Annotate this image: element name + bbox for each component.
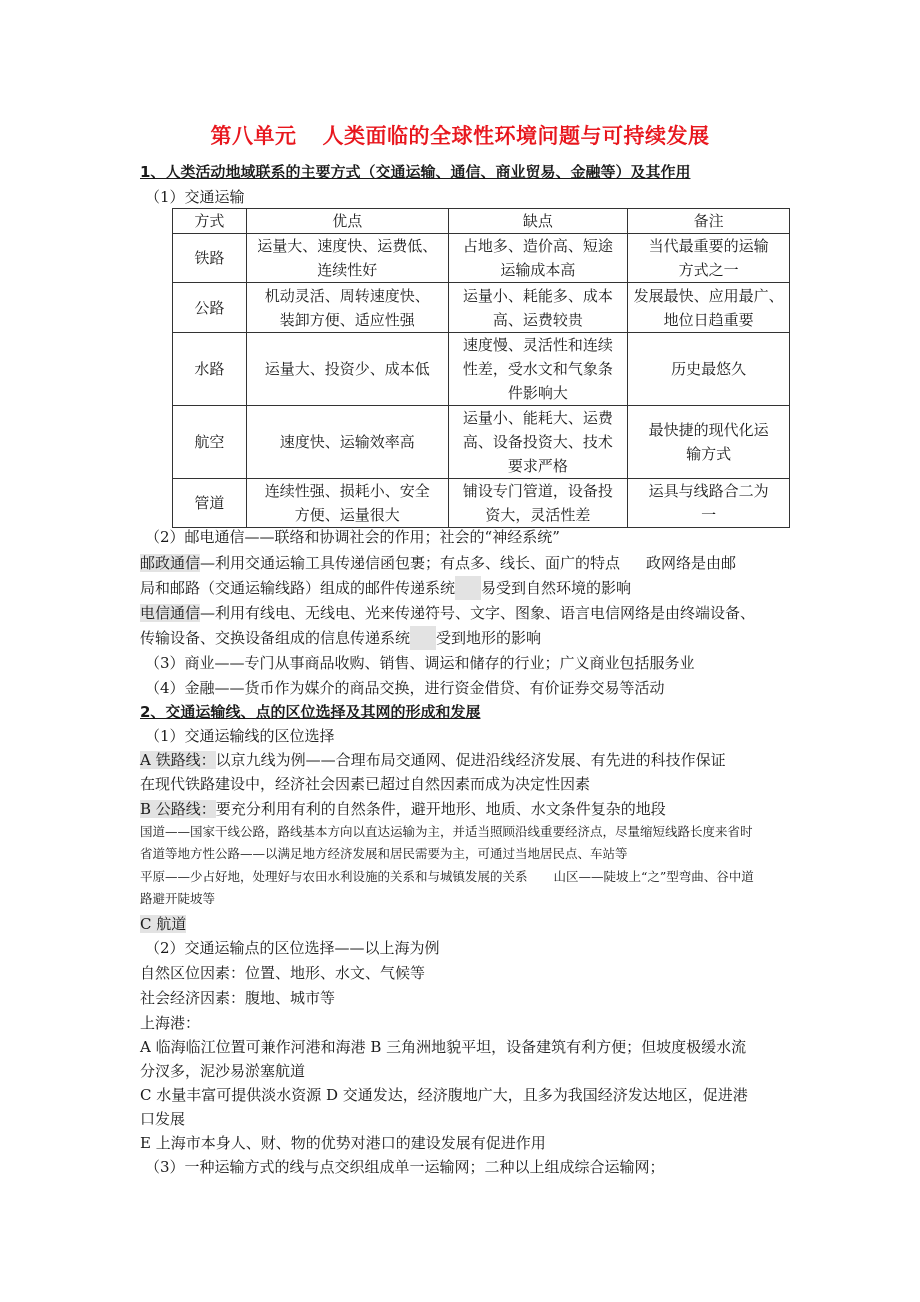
section-1-heading: 1、人类活动地域联系的主要方式（交通运输、通信、商业贸易、金融等）及其作用 bbox=[140, 163, 691, 181]
transport-subheading: （1）交通运输 bbox=[145, 188, 245, 206]
highway-label: B 公路线： bbox=[140, 800, 216, 818]
highway-line: B 公路线：要充分利用有利的自然条件，避开地形、地质、水文条件复杂的地段 bbox=[140, 800, 666, 818]
postal-telecom-subheading: （2）邮电通信——联络和协调社会的作用；社会的“神经系统” bbox=[145, 528, 560, 546]
table-row bbox=[173, 406, 790, 479]
plain-mountain-line: 平原——少占好地，处理好与农田水利设施的关系和与城镇发展的关系 山区——陡坡上“之”型弯曲、谷中道 bbox=[140, 869, 754, 884]
point-a-line-2: 分汊多，泥沙易淤塞航道 bbox=[140, 1062, 306, 1080]
header-cons: 缺点 bbox=[448, 209, 628, 234]
port-location-subheading: （2）交通运输点的区位选择——以上海为例 bbox=[145, 939, 440, 957]
route-location-subheading: （1）交通运输线的区位选择 bbox=[145, 727, 335, 745]
telecom-label: 电信通信 bbox=[140, 604, 201, 622]
waterway-label: C 航道 bbox=[140, 915, 187, 933]
cons-cell: 速度慢、灵活性和连续 性差，受水文和气象条 件影响大 bbox=[448, 333, 628, 406]
mode-cell: 航空 bbox=[173, 406, 247, 479]
table-row bbox=[173, 333, 790, 406]
network-subheading: （3）一种运输方式的线与点交织组成单一运输网；二种以上组成综合运输网； bbox=[145, 1158, 665, 1176]
point-c-line-2: 口发展 bbox=[140, 1110, 186, 1128]
note-cell: 运具与线路合二为 一 bbox=[628, 479, 790, 528]
postal-line-1: 邮政通信—利用交通运输工具传递信函包裹；有点多、线长、面广的特点 政网络是由邮 bbox=[140, 554, 737, 572]
telecom-line-1: 电信通信—利用有线电、无线电、光来传递符号、文字、图象、语言电信网络是由终端设备、 bbox=[140, 604, 756, 622]
mode-cell: 公路 bbox=[173, 283, 247, 333]
unit-label: 第八单元 bbox=[210, 124, 297, 148]
waterway-line bbox=[140, 912, 186, 936]
cons-cell: 铺设专门管道，设备投 资大，灵活性差 bbox=[448, 479, 628, 528]
mode-cell: 水路 bbox=[173, 333, 247, 406]
table-row bbox=[173, 283, 790, 333]
header-mode: 方式 bbox=[173, 209, 247, 234]
point-e-line: E 上海市本身人、财、物的优势对港口的建设发展有促进作用 bbox=[140, 1134, 546, 1152]
note-cell: 发展最快、应用最广、 地位日趋重要 bbox=[628, 283, 790, 333]
cons-cell: 占地多、造价高、短途 运输成本高 bbox=[448, 234, 628, 283]
postal-label: 邮政通信 bbox=[140, 554, 201, 572]
table-row bbox=[173, 479, 790, 528]
page-title bbox=[0, 120, 920, 150]
point-c-line-1: C 水量丰富可提供淡水资源 D 交通发达，经济腹地广大，且多为我国经济发达地区，促进港 bbox=[140, 1086, 748, 1104]
table-row bbox=[173, 234, 790, 283]
note-cell: 当代最重要的运输 方式之一 bbox=[628, 234, 790, 283]
header-note: 备注 bbox=[628, 209, 790, 234]
table-header-row bbox=[173, 209, 790, 234]
cons-cell: 运量小、能耗大、运费 高、设备投资大、技术 要求严格 bbox=[448, 406, 628, 479]
railway-line-1: A 铁路线：以京九线为例——合理布局交通网、促进沿线经济发展、有先进的科技作保证 bbox=[140, 751, 726, 769]
railway-label: A 铁路线： bbox=[140, 751, 216, 769]
point-a-line-1: A 临海临江位置可兼作河港和海港 B 三角洲地貌平坦，设备建筑有利方便；但坡度极缓水流 bbox=[140, 1038, 747, 1056]
shanghai-port-label: 上海港： bbox=[140, 1014, 201, 1032]
note-cell: 最快捷的现代化运 输方式 bbox=[628, 406, 790, 479]
header-pros: 优点 bbox=[246, 209, 448, 234]
unit-topic: 人类面临的全球性环境问题与可持续发展 bbox=[322, 124, 710, 148]
cons-cell: 运量小、耗能多、成本 高、运费较贵 bbox=[448, 283, 628, 333]
section-2-heading: 2、交通运输线、点的区位选择及其网的形成和发展 bbox=[140, 703, 481, 721]
social-factors-line: 社会经济因素：腹地、城市等 bbox=[140, 989, 336, 1007]
commerce-line: （3）商业——专门从事商品收购、销售、调运和储存的行业；广义商业包括服务业 bbox=[145, 654, 695, 672]
natural-factors-line: 自然区位因素：位置、地形、水文、气候等 bbox=[140, 964, 426, 982]
finance-line: （4）金融——货币作为媒介的商品交换，进行资金借贷、有价证券交易等活动 bbox=[145, 679, 665, 697]
pros-cell: 运量大、投资少、成本低 bbox=[246, 333, 448, 406]
mode-cell: 管道 bbox=[173, 479, 247, 528]
national-road-line: 国道——国家干线公路，路线基本方向以直达运输为主，并适当照顾沿线重要经济点，尽量缩短线路长度来省时 bbox=[140, 824, 753, 839]
mode-cell: 铁路 bbox=[173, 234, 247, 283]
pros-cell: 连续性强、损耗小、安全 方便、运量很大 bbox=[246, 479, 448, 528]
provincial-road-line: 省道等地方性公路——以满足地方经济发展和居民需要为主，可通过当地居民点、车站等 bbox=[140, 846, 628, 861]
note-cell: 历史最悠久 bbox=[628, 333, 790, 406]
telecom-line-2: 传输设备、交换设备组成的信息传递系统 受到地形的影响 bbox=[140, 626, 541, 650]
pros-cell: 机动灵活、周转速度快、 装卸方便、适应性强 bbox=[246, 283, 448, 333]
mountain-line-2: 路避开陡坡等 bbox=[140, 891, 216, 906]
pros-cell: 运量大、速度快、运费低、 连续性好 bbox=[246, 234, 448, 283]
transport-comparison-table bbox=[172, 208, 790, 528]
pros-cell: 速度快、运输效率高 bbox=[246, 406, 448, 479]
railway-line-2: 在现代铁路建设中，经济社会因素已超过自然因素而成为决定性因素 bbox=[140, 775, 591, 793]
postal-line-2: 局和邮路（交通运输线路）组成的邮件传递系统 易受到自然环境的影响 bbox=[140, 576, 631, 600]
